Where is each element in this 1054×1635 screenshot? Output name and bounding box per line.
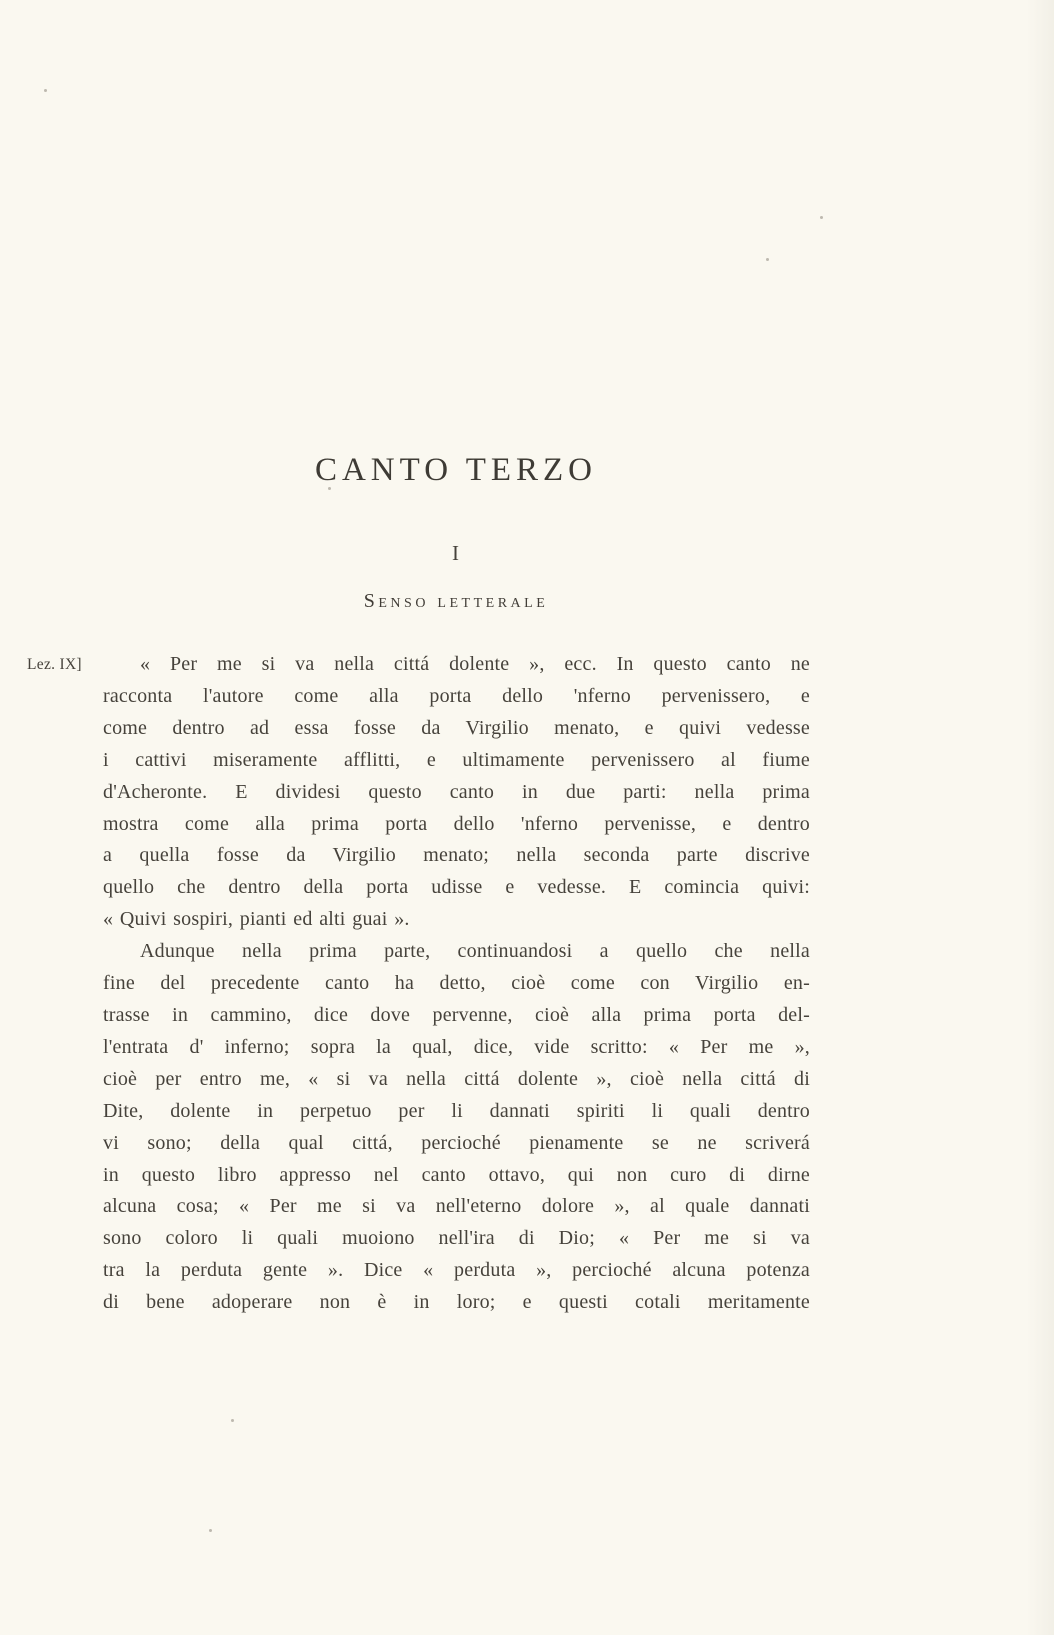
scan-speck (766, 258, 769, 261)
scan-speck (209, 1529, 212, 1532)
text-line: di bene adoperare non è in loro; e questi cotali meritamente (103, 1291, 810, 1314)
text-body (103, 649, 810, 1319)
text-line: trasse in cammino, dice dove pervenne, cioè alla prima porta del- (103, 1003, 810, 1026)
text-line: cioè per entro me, « si va nella cittá dolente », cioè nella cittá di (103, 1067, 810, 1090)
text-line: tra la perduta gente ». Dice « perduta », percioché alcuna potenza (103, 1259, 810, 1282)
section-heading: Senso letterale (363, 590, 549, 612)
margin-note: Lez. IX] (27, 656, 82, 673)
text-line: a quella fosse da Virgilio menato; nella seconda parte discrive (103, 844, 810, 867)
text-line: Adunque nella prima parte, continuandosi a quello che nella (140, 940, 810, 963)
text-line: d'Acheronte. E dividesi questo canto in due parti: nella prima (103, 780, 810, 803)
text-line: mostra come alla prima porta dello 'nferno pervenisse, e dentro (103, 812, 810, 835)
text-line: quello che dentro della porta udisse e vedesse. E comincia quivi: (103, 876, 810, 899)
section-number: I (452, 541, 460, 565)
text-line: sono coloro li quali muoiono nell'ira di Dio; « Per me si va (103, 1227, 810, 1250)
text-line: i cattivi miseramente afflitti, e ultimamente pervenissero al fiume (103, 748, 810, 771)
text-line: alcuna cosa; « Per me si va nell'eterno dolore », al quale dannati (103, 1195, 810, 1218)
text-line: « Per me si va nella cittá dolente », ecc. In questo canto ne (140, 653, 810, 675)
scan-speck (44, 89, 47, 92)
text-line: « Quivi sospiri, pianti ed alti guai ». (103, 908, 410, 931)
paragraph (103, 936, 810, 1319)
page-title: CANTO TERZO (314, 452, 598, 488)
text-line: come dentro ad essa fosse da Virgilio menato, e quivi vedesse (103, 716, 810, 739)
text-line: l'entrata d' inferno; sopra la qual, dice, vide scritto: « Per me », (103, 1035, 810, 1058)
scan-speck (820, 216, 823, 219)
text-line: in questo libro appresso nel canto ottavo, qui non curo di dirne (103, 1163, 810, 1186)
scan-speck (231, 1419, 234, 1422)
text-line: Dite, dolente in perpetuo per li dannati spiriti li quali dentro (103, 1099, 810, 1122)
text-line: vi sono; della qual cittá, percioché pienamente se ne scriverá (103, 1131, 810, 1154)
text-line: racconta l'autore come alla porta dello 'nferno pervenissero, e (103, 684, 810, 707)
paragraph (103, 649, 810, 936)
text-line: fine del precedente canto ha detto, cioè come con Virgilio en- (103, 972, 810, 995)
